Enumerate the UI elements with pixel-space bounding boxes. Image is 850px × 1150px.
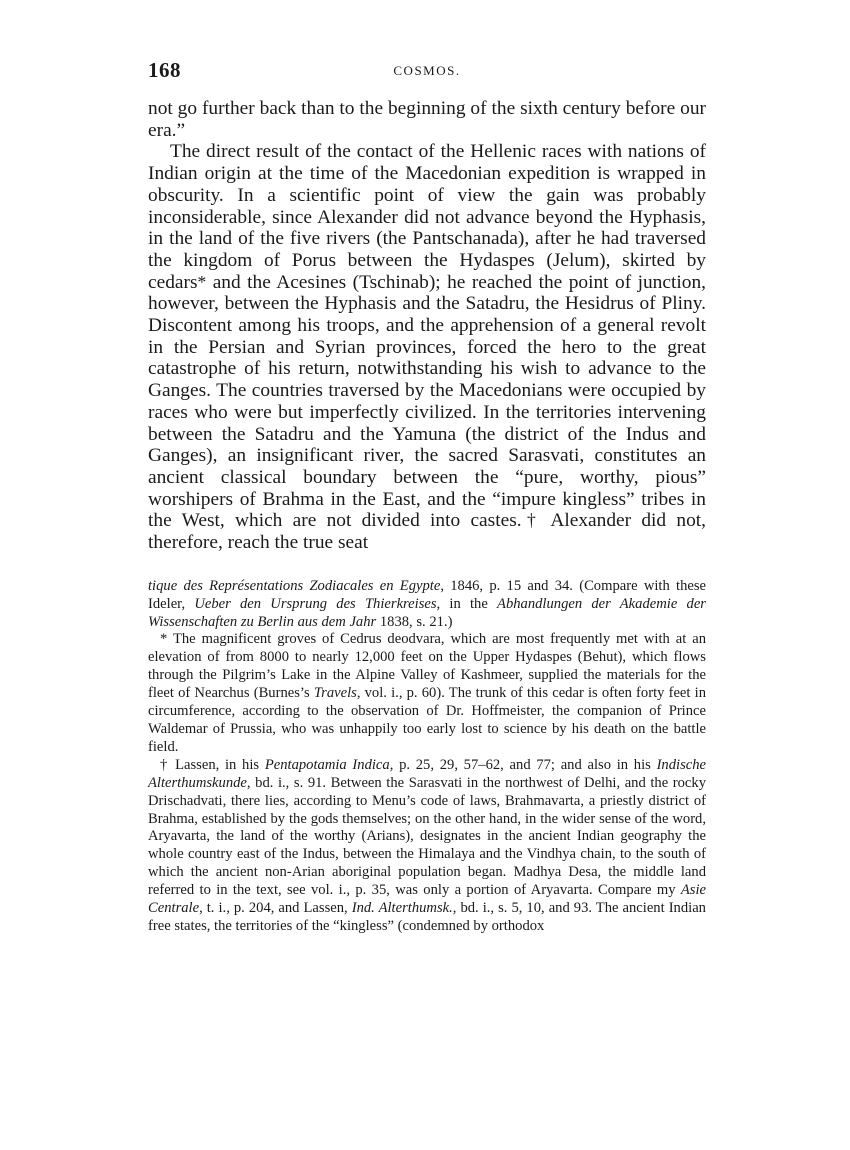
footnote-title-italic: tique des Représentations Zodiacales en Egypte: [148, 577, 441, 594]
paragraph-text: and the Acesines (Tschinab); he reached the point of junction, however, between the Hyphasis and the Satadru, the Hesidrus of Pliny. Discontent among his troops, and the apprehension of a general revolt in the Persian and Syrian provinces, forced the hero to the great catastrophe of his return, notwithstanding his wish to advance to the Ganges. The countries traversed by the Macedonians were occupied by races who were but imperfectly civilized. In the territories intervening between the Satadru and the Yamuna (the district of the Indus and Ganges), an insignificant river, the sacred Sarasvati, constitutes an ancient classical boundary between the “pure, worthy, pious” worshipers of Brahma in the East, and the “impure kingless” tribes in the West, which are not divided into castes.: [148, 271, 706, 532]
footnote-text: , t. i., p. 204, and Lassen,: [199, 900, 352, 917]
paragraph-text: The direct result of the contact of the Hellenic races with nations of Indian origin at the time of the Macedonian expedition is wrapped in obscurity. In a scientific point of view the gain was probably inconsiderable, since Alexander did not advance beyond the Hyphasis, in the land of the five rivers (the Pantschanada), after he had traversed the kingdom of Porus between the Hydaspes (Jelum), skirted by cedars: [148, 141, 706, 293]
footnote-cedars: [148, 631, 706, 756]
footnote-text: , 1846, p. 15 and 34. (Compare with these Ideler,: [148, 577, 707, 612]
book-page: [148, 58, 706, 936]
page-number: 168: [148, 58, 181, 82]
footnote-title-italic: Indische Alterthumskunde: [148, 756, 707, 791]
paragraph-continued: not go further back than to the beginning of the sixth century before our era.”: [148, 98, 706, 141]
footnote-text: , vol. i., p. 60). The trunk of this cedar is often forty feet in circumference, according to the observation of Dr. Hoffmeister, the companion of Prince Waldemar of Prussia, who was unhappily too early lost to science by his death on the battle field.: [148, 685, 706, 755]
paragraph-text: Alexander did not, therefore, reach the true seat: [148, 510, 707, 554]
page-header: [148, 58, 706, 88]
footnote-title-italic: Ind. Alterthumsk.: [351, 900, 453, 917]
footnote-continued: [148, 578, 706, 632]
footnote-text: † Lassen, in his: [160, 756, 265, 773]
running-title: COSMOS.: [393, 63, 461, 78]
footnotes: [148, 578, 706, 936]
footnote-title-italic: Travels: [313, 685, 357, 702]
footnote-title-italic: Asie Centrale: [148, 882, 706, 917]
footnote-text: , in the: [436, 595, 498, 612]
main-text: [148, 98, 706, 554]
footnote-title-italic: Ueber den Ursprung des Thierkreises: [194, 595, 437, 612]
footnote-text: , bd. i., s. 5, 10, and 93. The ancient Indian free states, the territories of the “kingless” (condemned by orthodox: [148, 900, 706, 934]
paragraph-macedonian-expedition: [148, 141, 706, 553]
footnote-title-italic: Pentapotamia Indica: [264, 756, 390, 773]
footnote-lassen: [148, 757, 706, 936]
footnote-text: 1838, s. 21.): [376, 613, 453, 630]
footnote-text: , p. 25, 29, 57–62, and 77; and also in his: [389, 756, 657, 773]
footnote-text: * The magnificent groves of Cedrus deodvara, which are most frequently met with at an elevation of from 8000 to nearly 12,000 feet on the Upper Hydaspes (Behut), which flows through the Pilgrim’s Lake in the Alpine Valley of Kashmeer, supplied the materials for the fleet of Nearchus (Burnes’s: [148, 631, 706, 702]
footnote-mark-dagger: †: [521, 510, 542, 531]
footnote-title-italic: Abhandlungen der Akademie der Wissenschaften zu Berlin aus dem Jahr: [148, 595, 706, 630]
footnote-text: , bd. i., s. 91. Between the Sarasvati in the northwest of Delhi, and the rocky Drischadvati, there lies, according to Menu’s code of laws, Brahmavarta, a priestly district of Brahma, established by the gods themselves; on the other hand, in the wider sense of the word, Aryavarta, the land of the worthy (Arians), designates in the ancient Indian geography the whole country east of the Indus, between the Himalaya and the Vindhya chain, to the south of which the ancient non-Arian aboriginal population began. Madhya Desa, the middle land referred to in the text, see vol. i., p. 35, was only a portion of Aryavarta. Compare my: [148, 774, 706, 899]
footnote-mark-asterisk: *: [197, 271, 207, 292]
